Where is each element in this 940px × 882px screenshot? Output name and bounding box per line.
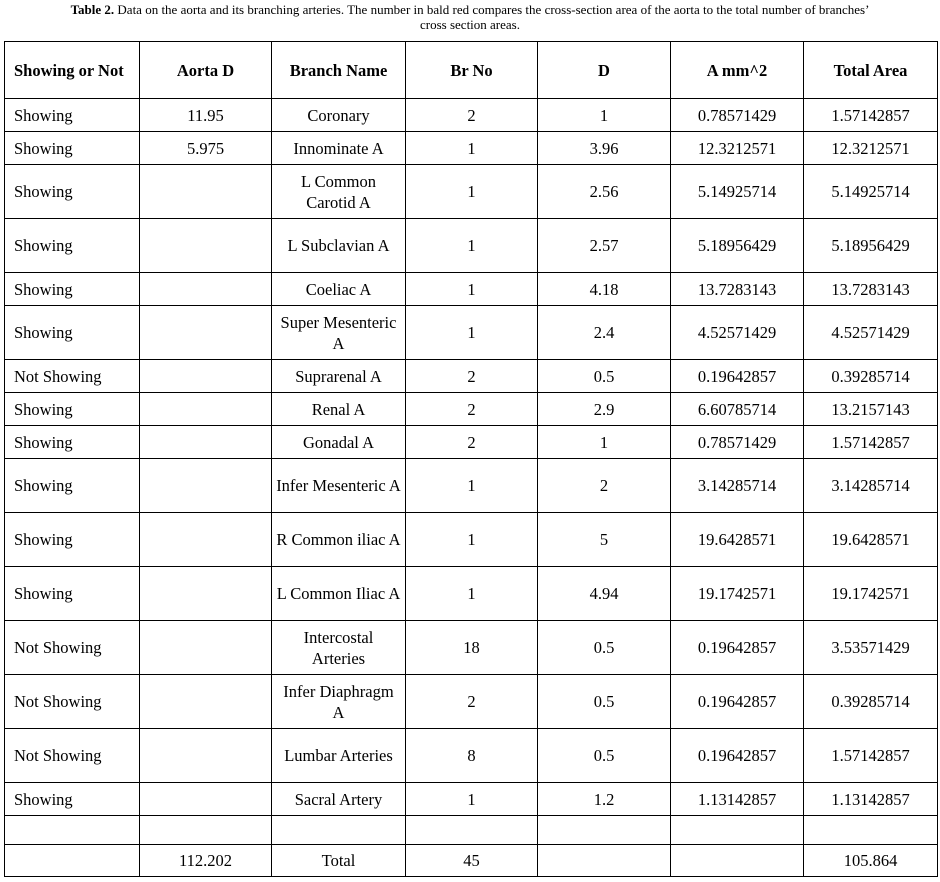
aorta-d-cell: 5.975 <box>140 132 272 165</box>
branch-name-cell: Suprarenal A <box>272 360 406 393</box>
branch-name-cell: Coeliac A <box>272 273 406 306</box>
status-cell: Not Showing <box>5 621 140 675</box>
br-no-cell: 2 <box>406 675 538 729</box>
d-cell: 1 <box>538 426 671 459</box>
table-row <box>5 426 938 459</box>
total-area-cell: 19.6428571 <box>804 513 938 567</box>
header-row <box>5 42 938 99</box>
aorta-d-cell: 11.95 <box>140 99 272 132</box>
total-row <box>5 845 938 877</box>
branch-name-cell: Gonadal A <box>272 426 406 459</box>
column-header-area: A mm^2 <box>671 42 804 99</box>
status-cell: Showing <box>5 567 140 621</box>
empty-cell <box>671 816 804 845</box>
area-cell: 0.78571429 <box>671 99 804 132</box>
table-row <box>5 165 938 219</box>
status-cell: Not Showing <box>5 675 140 729</box>
area-cell: 5.14925714 <box>671 165 804 219</box>
total-area-cell: 5.18956429 <box>804 219 938 273</box>
branch-name-cell: Total <box>272 845 406 877</box>
column-header-br-no: Br No <box>406 42 538 99</box>
aorta-d-cell <box>140 783 272 816</box>
total-area-cell: 12.3212571 <box>804 132 938 165</box>
d-cell: 2.56 <box>538 165 671 219</box>
branch-name-cell: Infer Diaphragm A <box>272 675 406 729</box>
aorta-d-cell <box>140 513 272 567</box>
status-cell: Showing <box>5 306 140 360</box>
br-no-cell: 1 <box>406 783 538 816</box>
branch-name-cell: R Common iliac A <box>272 513 406 567</box>
table-row <box>5 99 938 132</box>
area-cell: 12.3212571 <box>671 132 804 165</box>
br-no-cell: 1 <box>406 459 538 513</box>
aorta-d-cell <box>140 621 272 675</box>
aorta-d-cell <box>140 360 272 393</box>
aorta-d-cell <box>140 426 272 459</box>
total-area-cell: 19.1742571 <box>804 567 938 621</box>
total-area-cell: 5.14925714 <box>804 165 938 219</box>
column-header-branch-name: Branch Name <box>272 42 406 99</box>
d-cell: 0.5 <box>538 621 671 675</box>
aorta-d-cell <box>140 675 272 729</box>
total-area-cell: 1.57142857 <box>804 729 938 783</box>
table-row <box>5 219 938 273</box>
area-cell: 0.19642857 <box>671 675 804 729</box>
area-cell: 19.6428571 <box>671 513 804 567</box>
empty-cell <box>538 816 671 845</box>
empty-cell <box>406 816 538 845</box>
empty-cell <box>140 816 272 845</box>
aorta-d-cell <box>140 393 272 426</box>
empty-cell <box>804 816 938 845</box>
br-no-cell: 2 <box>406 426 538 459</box>
br-no-cell: 1 <box>406 165 538 219</box>
table-row <box>5 513 938 567</box>
total-area-cell: 3.53571429 <box>804 621 938 675</box>
status-cell: Not Showing <box>5 729 140 783</box>
area-cell: 1.13142857 <box>671 783 804 816</box>
caption-text-2: cross section areas. <box>420 17 520 32</box>
total-area-cell: 1.57142857 <box>804 426 938 459</box>
branch-name-cell: Innominate A <box>272 132 406 165</box>
total-area-cell: 4.52571429 <box>804 306 938 360</box>
d-cell: 2.9 <box>538 393 671 426</box>
br-no-cell: 1 <box>406 513 538 567</box>
branch-name-cell: L Subclavian A <box>272 219 406 273</box>
status-cell: Showing <box>5 99 140 132</box>
br-no-cell: 2 <box>406 393 538 426</box>
empty-cell <box>272 816 406 845</box>
br-no-cell: 45 <box>406 845 538 877</box>
branch-name-cell: L Common Carotid A <box>272 165 406 219</box>
table-row <box>5 273 938 306</box>
aorta-d-cell <box>140 306 272 360</box>
br-no-cell: 1 <box>406 273 538 306</box>
table-row <box>5 621 938 675</box>
br-no-cell: 1 <box>406 567 538 621</box>
d-cell: 1 <box>538 99 671 132</box>
area-cell: 6.60785714 <box>671 393 804 426</box>
status-cell: Showing <box>5 165 140 219</box>
branch-name-cell: Lumbar Arteries <box>272 729 406 783</box>
aorta-d-cell <box>140 459 272 513</box>
br-no-cell: 8 <box>406 729 538 783</box>
area-cell: 19.1742571 <box>671 567 804 621</box>
total-area-cell: 1.13142857 <box>804 783 938 816</box>
d-cell: 4.94 <box>538 567 671 621</box>
caption-label: Table 2. <box>70 2 115 17</box>
aorta-branches-table <box>4 41 938 877</box>
status-cell: Showing <box>5 219 140 273</box>
aorta-d-cell <box>140 567 272 621</box>
area-cell <box>671 845 804 877</box>
aorta-d-cell <box>140 165 272 219</box>
area-cell: 0.19642857 <box>671 729 804 783</box>
table-row <box>5 360 938 393</box>
status-cell <box>5 845 140 877</box>
table-row <box>5 729 938 783</box>
status-cell: Showing <box>5 783 140 816</box>
branch-name-cell: L Common Iliac A <box>272 567 406 621</box>
status-cell: Showing <box>5 513 140 567</box>
aorta-d-cell <box>140 273 272 306</box>
branch-name-cell: Intercostal Arteries <box>272 621 406 675</box>
aorta-d-cell <box>140 729 272 783</box>
area-cell: 4.52571429 <box>671 306 804 360</box>
br-no-cell: 2 <box>406 360 538 393</box>
br-no-cell: 1 <box>406 132 538 165</box>
table-body <box>5 99 938 877</box>
aorta-d-cell <box>140 219 272 273</box>
d-cell: 4.18 <box>538 273 671 306</box>
d-cell: 1.2 <box>538 783 671 816</box>
table-row <box>5 783 938 816</box>
total-area-cell: 105.864 <box>804 845 938 877</box>
empty-cell <box>5 816 140 845</box>
total-area-cell: 13.2157143 <box>804 393 938 426</box>
branch-name-cell: Renal A <box>272 393 406 426</box>
table-caption <box>0 2 940 32</box>
d-cell: 2 <box>538 459 671 513</box>
column-header-total-area: Total Area <box>804 42 938 99</box>
br-no-cell: 1 <box>406 219 538 273</box>
total-area-cell: 0.39285714 <box>804 360 938 393</box>
total-area-cell: 13.7283143 <box>804 273 938 306</box>
table-row <box>5 393 938 426</box>
area-cell: 5.18956429 <box>671 219 804 273</box>
branch-name-cell: Sacral Artery <box>272 783 406 816</box>
caption-line-1 <box>0 2 940 17</box>
total-area-cell: 1.57142857 <box>804 99 938 132</box>
d-cell: 2.57 <box>538 219 671 273</box>
area-cell: 3.14285714 <box>671 459 804 513</box>
table-row <box>5 132 938 165</box>
table-row <box>5 675 938 729</box>
area-cell: 0.19642857 <box>671 360 804 393</box>
area-cell: 13.7283143 <box>671 273 804 306</box>
d-cell: 5 <box>538 513 671 567</box>
branch-name-cell: Coronary <box>272 99 406 132</box>
table-row <box>5 306 938 360</box>
column-header-aorta-d: Aorta D <box>140 42 272 99</box>
column-header-d: D <box>538 42 671 99</box>
d-cell: 0.5 <box>538 729 671 783</box>
empty-row <box>5 816 938 845</box>
status-cell: Showing <box>5 132 140 165</box>
table-row <box>5 567 938 621</box>
br-no-cell: 2 <box>406 99 538 132</box>
status-cell: Not Showing <box>5 360 140 393</box>
status-cell: Showing <box>5 273 140 306</box>
d-cell: 3.96 <box>538 132 671 165</box>
br-no-cell: 18 <box>406 621 538 675</box>
column-header-showing: Showing or Not <box>5 42 140 99</box>
branch-name-cell: Infer Mesenteric A <box>272 459 406 513</box>
caption-text-1: Data on the aorta and its branching arteries. The number in bald red compares the cross-section area of the aorta to the total number of branches’ <box>114 2 870 17</box>
d-cell <box>538 845 671 877</box>
total-area-cell: 0.39285714 <box>804 675 938 729</box>
br-no-cell: 1 <box>406 306 538 360</box>
status-cell: Showing <box>5 393 140 426</box>
area-cell: 0.19642857 <box>671 621 804 675</box>
aorta-d-cell: 112.202 <box>140 845 272 877</box>
d-cell: 2.4 <box>538 306 671 360</box>
area-cell: 0.78571429 <box>671 426 804 459</box>
status-cell: Showing <box>5 459 140 513</box>
branch-name-cell: Super Mesenteric A <box>272 306 406 360</box>
total-area-cell: 3.14285714 <box>804 459 938 513</box>
d-cell: 0.5 <box>538 360 671 393</box>
table-row <box>5 459 938 513</box>
status-cell: Showing <box>5 426 140 459</box>
d-cell: 0.5 <box>538 675 671 729</box>
